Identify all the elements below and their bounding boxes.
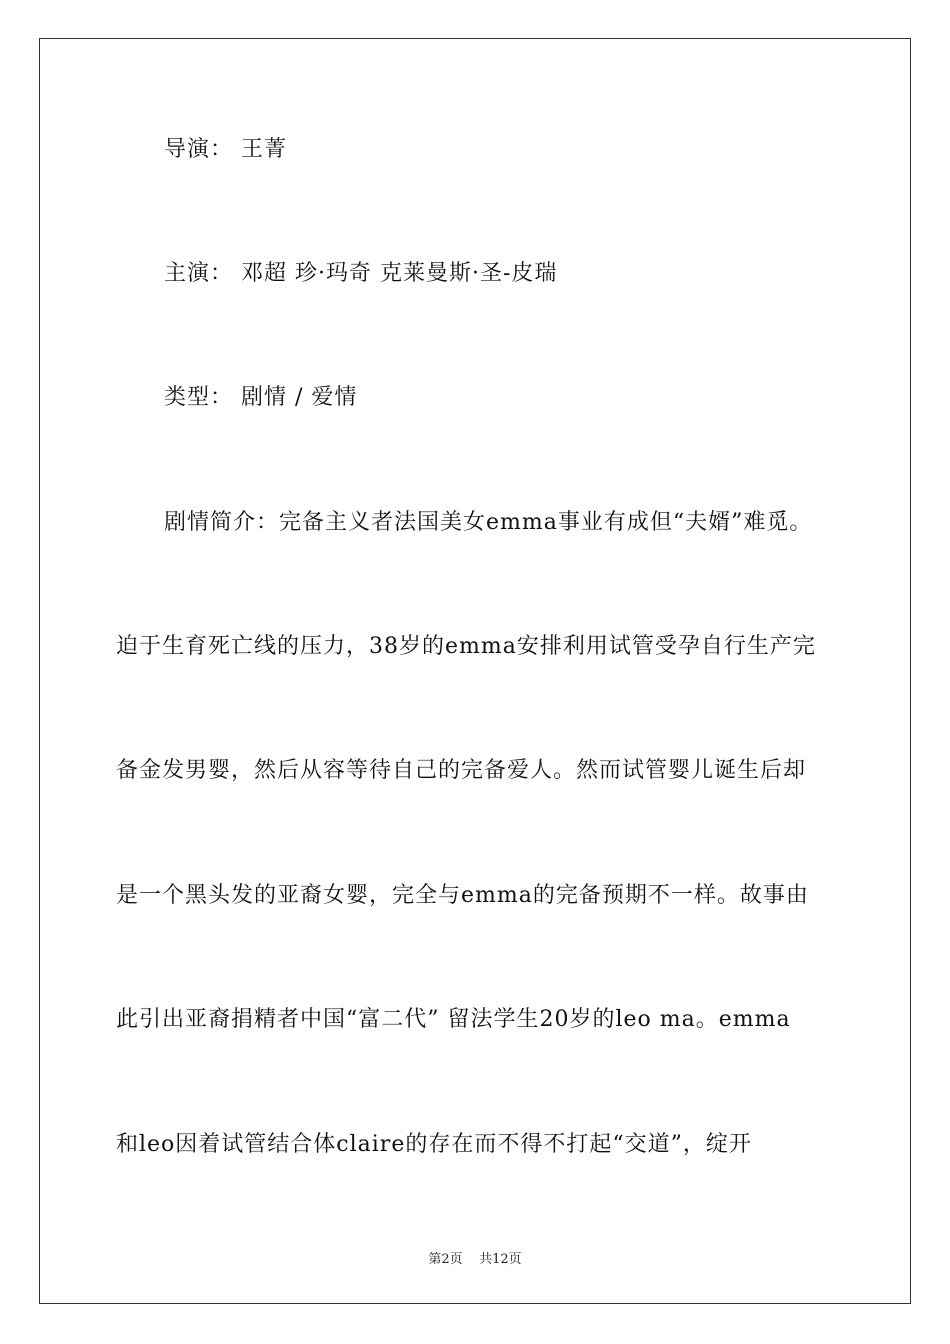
- synopsis-line-3: 备金发男婴，然后从容等待自己的完备爱人。然而试管婴儿诞生后却: [116, 758, 807, 783]
- synopsis-line-6: 和leo因着试管结合体claire的存在而不得不打起“交道”，绽开: [116, 1132, 752, 1157]
- page-total: 共12页: [479, 1252, 522, 1267]
- synopsis-line-2: 迫于生育死亡线的压力，38岁的emma安排利用试管受孕自行生产完: [116, 634, 816, 659]
- genre-line: 类型： 剧情 / 爱情: [164, 385, 358, 410]
- cast-line: 主演： 邓超 珍·玛奇 克莱曼斯·圣-皮瑞: [164, 261, 558, 286]
- director-line: 导演： 王菁: [164, 137, 287, 162]
- page-number: 第2页: [428, 1252, 463, 1267]
- synopsis-line-5: 此引出亚裔捐精者中国“富二代” 留法学生20岁的leo ma。emma: [116, 1007, 791, 1032]
- page-footer: [0, 1248, 950, 1267]
- synopsis-line-4: 是一个黑头发的亚裔女婴，完全与emma的完备预期不一样。故事由: [116, 883, 809, 908]
- synopsis-line-1: 剧情简介：完备主义者法国美女emma事业有成但“夫婿”难觅。: [164, 510, 813, 535]
- page-border: [39, 38, 911, 1304]
